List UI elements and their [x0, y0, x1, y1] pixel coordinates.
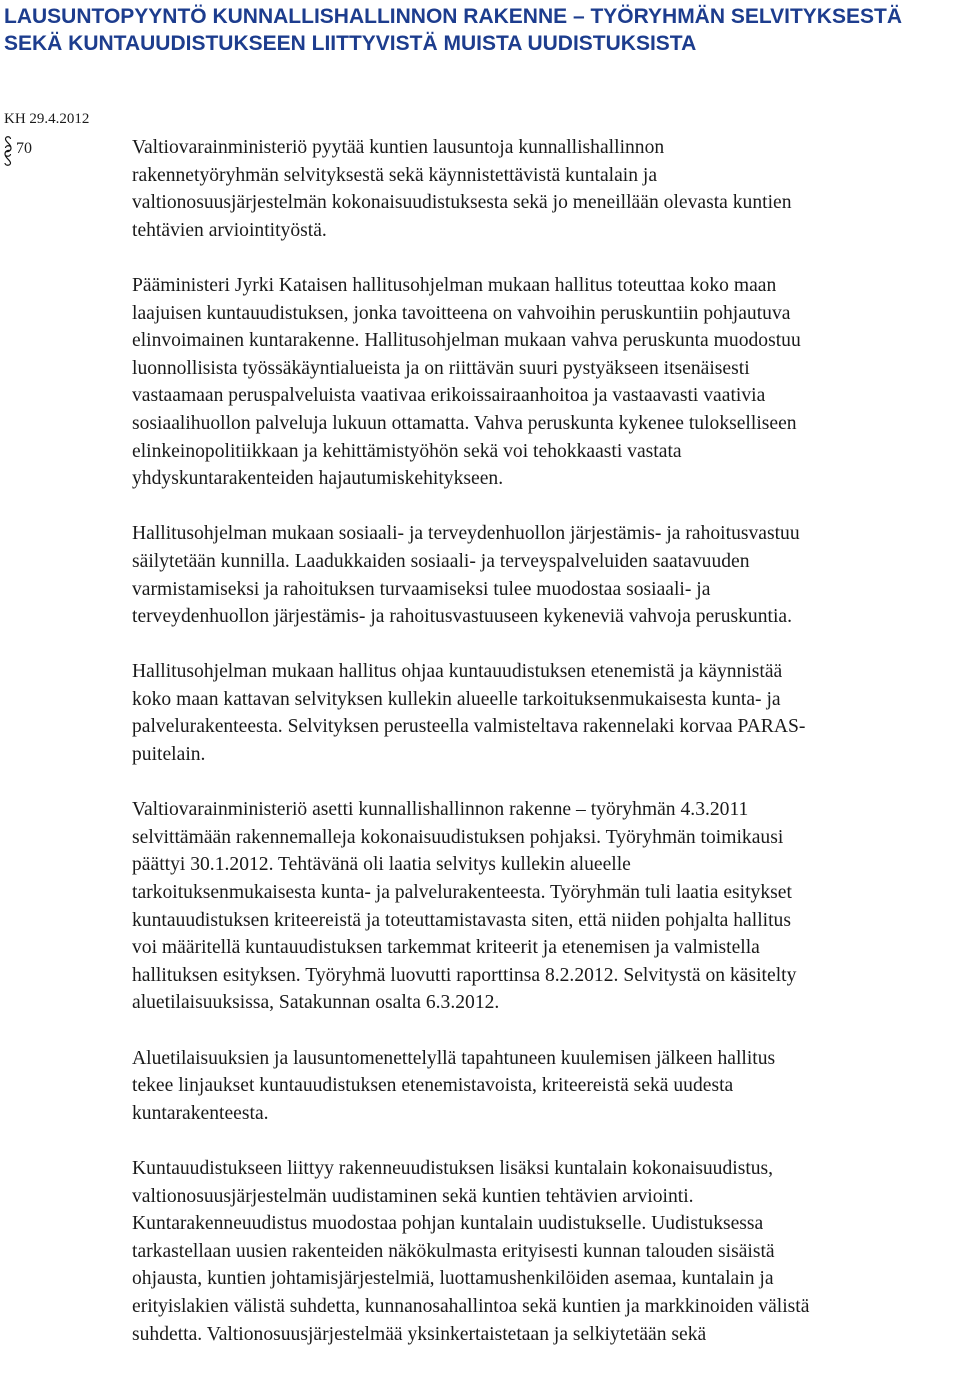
paragraph: Valtiovarainministeriö asetti kunnallishallinnon rakenne – työryhmän 4.3.2011 selvittämään rakennemalleja kokonaisuudistuksen pohjaksi. Työryhmän toimikausi päättyi 30.1.2012. Tehtävänä oli laatia selvitys kullekin alueelle tarkoituksenmukaisesta kunta- ja palvelurakenteesta. Työryhmän tuli laatia esitykset kuntauudistuksen kriteereistä ja toteuttamistavasta siten, että niiden pohjalta hallitus voi määritellä kuntauudistuksen tarkemmat kriteerit ja etenemisen ja valmistella hallituksen esityksen. Työryhmä luovutti raporttinsa 8.2.2012. Selvitystä on käsitelty aluetilaisuuksissa, Satakunnan osalta 6.3.2012.: [132, 799, 797, 1014]
paragraph: Aluetilaisuuksien ja lausuntomenettelyllä tapahtuneen kuulemisen jälkeen hallitus tekee linjaukset kuntauudistuksen etenemistavoista, kriteereistä sekä uudesta kuntarakenteesta.: [132, 1047, 776, 1124]
section-number: 70: [16, 140, 32, 157]
paragraph: Hallitusohjelman mukaan hallitus ohjaa kuntauudistuksen etenemistä ja käynnistää koko maan kattavan selvityksen kullekin alueelle tarkoituksenmukaisesta kunta- ja palvelurakenteesta. Selvityksen perusteella valmisteltava rakennelaki korvaa PARAS- puitelain.: [132, 661, 806, 766]
section-mark-icon: [2, 133, 14, 169]
page-heading: LAUSUNTOPYYNTÖ KUNNALLISHALLINNON RAKENNE – TYÖRYHMÄN SELVITYKSESTÄ SEKÄ KUNTAUUDISTUKSEEN LIITTYVISTÄ MUISTA UUDISTUKSISTA: [4, 5, 902, 55]
paragraph: Hallitusohjelman mukaan sosiaali- ja terveydenhuollon järjestämis- ja rahoitusvastuu säilytetään kunnilla. Laadukkaiden sosiaali- ja terveyspalveluiden saatavuuden varmistamiseksi ja rahoituksen turvaamiseksi tulee muodostaa sosiaali- ja terveydenhuollon järjestämis- ja rahoitusvastuuseen kykeneviä vahvoja peruskuntia.: [132, 523, 800, 628]
meeting-date: KH 29.4.2012: [4, 111, 90, 127]
body-text: [132, 134, 958, 1376]
paragraph: Valtiovarainministeriö pyytää kuntien lausuntoja kunnallishallinnon rakennetyöryhmän selvityksestä sekä käynnistettävistä kuntalain ja valtionosuusjärjestelmän kokonaisuudistuksesta sekä jo meneillään olevasta kuntien tehtävien arviointityöstä.: [132, 137, 792, 241]
paragraph: Kuntauudistukseen liittyy rakenneuudistuksen lisäksi kuntalain kokonaisuudistus, valtionosuusjärjestelmän uudistaminen sekä kuntien tehtävien arviointi. Kuntarakenneuudistus muodostaa pohjan kuntalain uudistukselle. Uudistuksessa tarkastellaan uusien rakenteiden näkökulmasta erityisesti kunnan talouden sisäistä ohjausta, kuntien johtamisjärjestelmiä, luottamushenkilöiden asemaa, kuntalain ja erityislakien välistä suhdetta, kunnanosahallintoa sekä kuntien ja markkinoiden välistä suhdetta. Valtionosuusjärjestelmää yksinkertaistetaan ja selkiytetään sekä: [132, 1157, 810, 1345]
paragraph: Pääministeri Jyrki Kataisen hallitusohjelman mukaan hallitus toteuttaa koko maan laajuisen kuntauudistuksen, jonka tavoitteena on vahvoihin peruskuntiin pohjautuva elinvoimainen kuntarakenne. Hallitusohjelman mukaan vahva peruskunta muodostuu luonnollisista työssäkäyntialueista ja on riittävän suuri pystyäkseen itsenäisesti vastaamaan peruspalveluista vaativaa erikoissairaanhoitoa ja vastaavasti vaativia sosiaalihuollon palveluja lukuun ottamatta. Vahva peruskunta kykenee tulokselliseen elinkeinopolitiikkaan ja kehittämistyöhön sekä voi tehokkaasti vastata yhdyskuntarakenteiden hajautumiskehitykseen.: [132, 274, 801, 490]
